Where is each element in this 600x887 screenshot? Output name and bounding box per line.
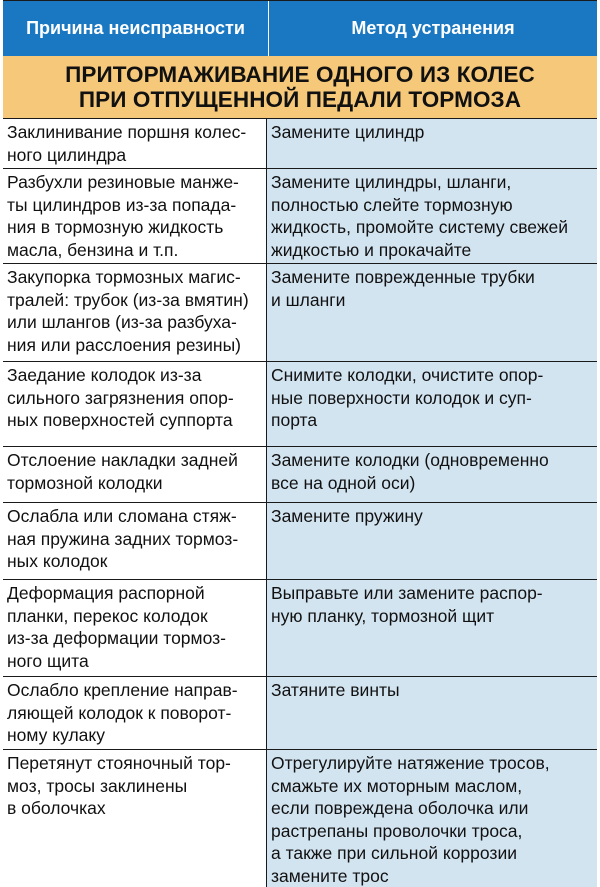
fix-cell: Затяните винты: [271, 680, 400, 700]
fix-cell: Замените колодки (одновременно все на одной оси): [271, 450, 549, 493]
fix-cell: Замените цилиндр: [271, 122, 425, 142]
table-row: [3, 580, 597, 677]
fix-cell: Выправьте или замените распор- ную планку, тормозной щит: [271, 583, 543, 626]
fix-cell: Замените поврежденные трубки и шланги: [271, 267, 535, 310]
table-row: [3, 169, 597, 264]
section-title: [3, 56, 597, 119]
fix-cell: Замените пружину: [271, 506, 423, 526]
fix-cell: Отрегулируйте натяжение тросов, смажьте их моторным маслом, если повреждена оболочка или растрепаны проволочки троса, а также при сильной коррозии замените трос: [271, 753, 550, 886]
cause-cell: Заклинивание поршня колес- ного цилиндра: [7, 122, 247, 165]
table-row: [3, 503, 597, 580]
table-header: [3, 1, 597, 56]
table-row: [3, 750, 597, 887]
cause-cell: Разбухли резиновые манже- ты цилиндров из-за попада- ния в тормозную жидкость масла, бензина и т.п.: [7, 172, 239, 260]
cause-cell: Закупорка тормозных магис- тралей: трубок (из-за вмятин) или шлангов (из-за разбуха- ния или расслоения резины): [7, 267, 249, 355]
cause-cell: Заедание колодок из-за сильного загрязнения опор- ных поверхностей суппорта: [7, 365, 234, 430]
fix-cell: Замените цилиндры, шланги, полностью слейте тормозную жидкость, промойте систему свежей жидкостью и прокачайте: [271, 172, 569, 260]
header-fix: Метод устранения: [351, 18, 515, 38]
section-title-line1: ПРИТОРМАЖИВАНИЕ ОДНОГО ИЗ КОЛЕС: [65, 62, 535, 87]
table-row: [3, 119, 597, 169]
section-title-line2: ПРИ ОТПУЩЕННОЙ ПЕДАЛИ ТОРМОЗА: [78, 87, 522, 112]
cause-cell: Отслоение накладки задней тормозной колодки: [7, 450, 238, 493]
table-row: [3, 447, 597, 503]
table-row: [3, 677, 597, 750]
cause-cell: Деформация распорной планки, перекос колодок из-за деформации тормоз- ного щита: [7, 583, 226, 671]
fix-cell: Снимите колодки, очистите опор- ные поверхности колодок и суп- порта: [271, 365, 544, 430]
table-row: [3, 362, 597, 447]
header-cause: Причина неисправности: [3, 1, 269, 56]
cause-cell: Ослабло крепление направ- ляющей колодок к поворот- ному кулаку: [7, 680, 238, 745]
cause-cell: Перетянут стояночный тор- моз, тросы заклинены в оболочках: [7, 753, 231, 818]
table-row: [3, 264, 597, 362]
cause-cell: Ослабла или сломана стяж- ная пружина задних тормоз- ных колодок: [7, 506, 239, 571]
troubleshooting-table: [3, 0, 597, 887]
